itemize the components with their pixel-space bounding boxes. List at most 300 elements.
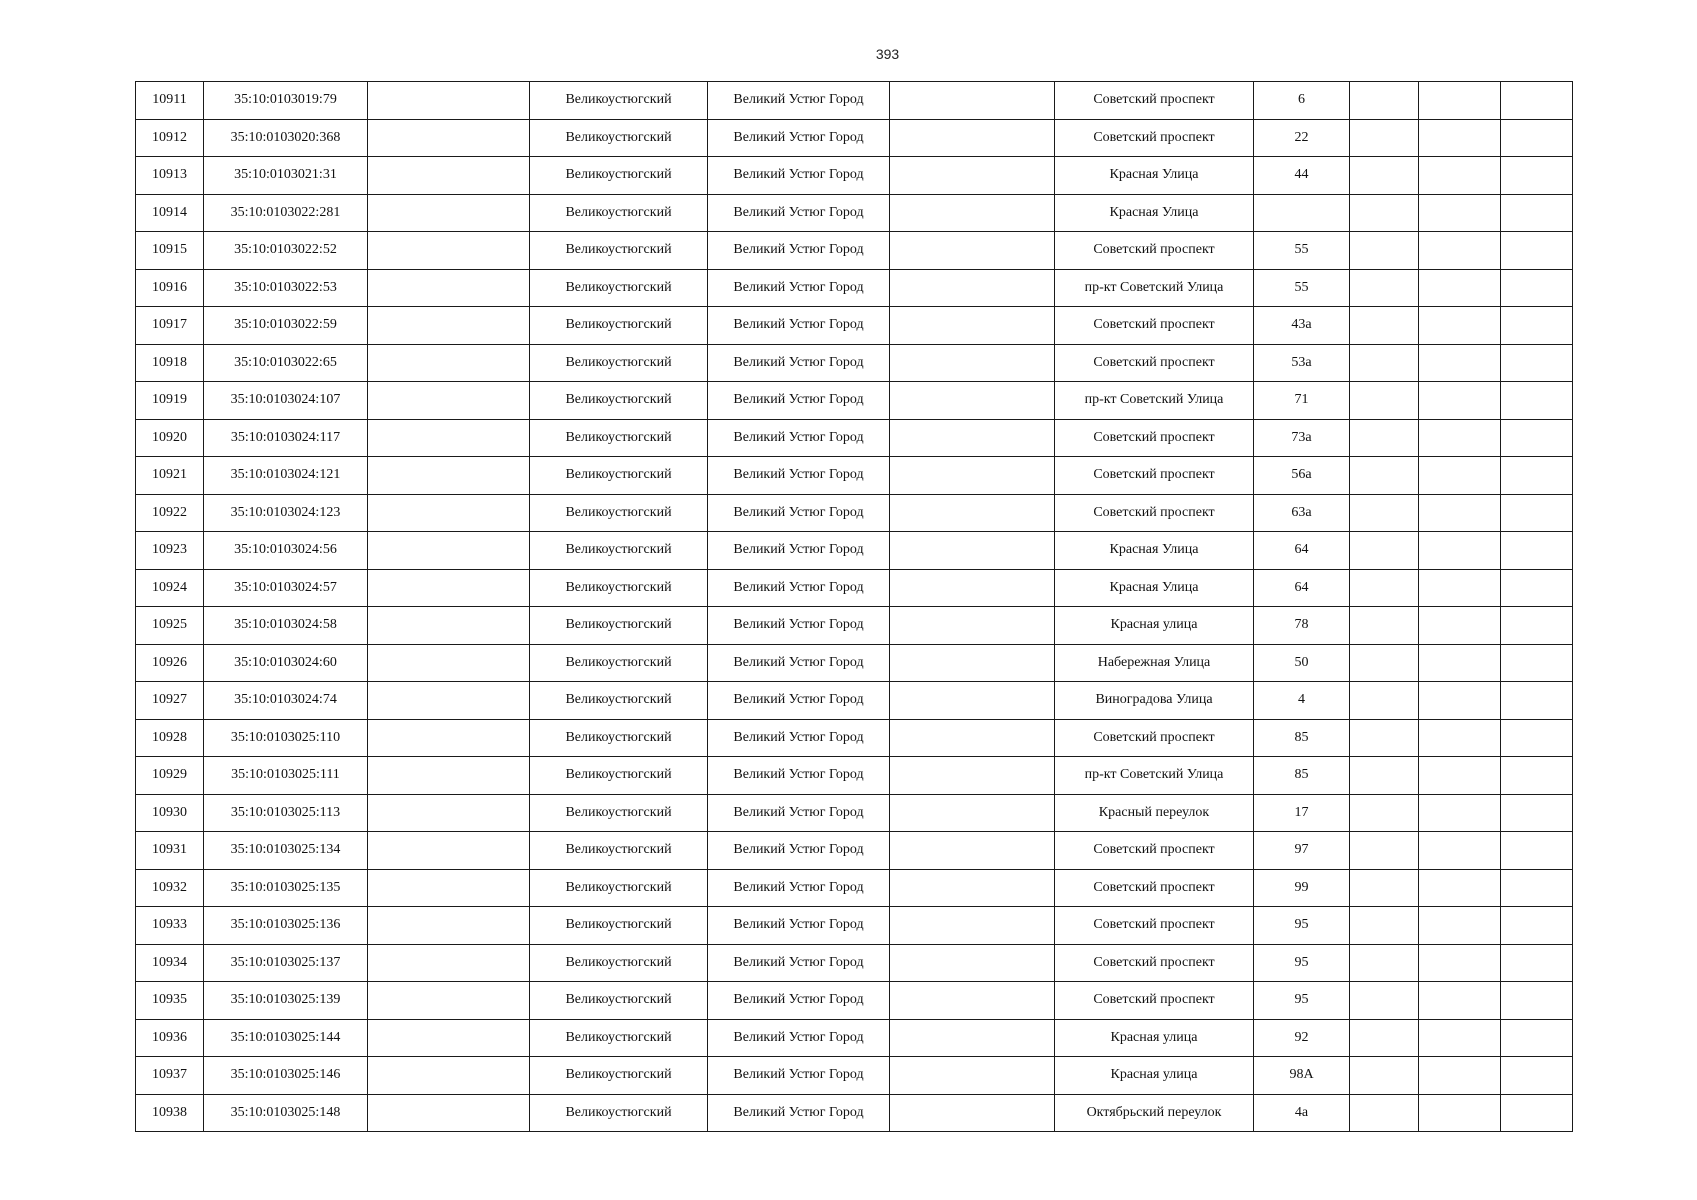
house-number-cell: 85 (1254, 719, 1350, 757)
table-row (136, 682, 1573, 720)
empty-cell (1419, 457, 1501, 495)
table-row (136, 794, 1573, 832)
district-cell: Великоустюгский (530, 1094, 708, 1132)
empty-cell (1501, 644, 1573, 682)
empty-cell (1501, 757, 1573, 795)
empty-cell (1501, 869, 1573, 907)
row-number-cell: 10933 (136, 907, 204, 945)
house-number-cell: 78 (1254, 607, 1350, 645)
cadastral-number-cell: 35:10:0103022:65 (204, 344, 368, 382)
cadastral-number-cell: 35:10:0103024:57 (204, 569, 368, 607)
empty-cell (1419, 644, 1501, 682)
empty-cell (1419, 869, 1501, 907)
street-cell: Красная Улица (1055, 569, 1254, 607)
district-cell: Великоустюгский (530, 907, 708, 945)
settlement-cell: Великий Устюг Город (708, 832, 890, 870)
row-number-cell: 10915 (136, 232, 204, 270)
district-cell: Великоустюгский (530, 119, 708, 157)
empty-cell (1501, 1019, 1573, 1057)
empty-cell (1419, 1019, 1501, 1057)
table-row (136, 457, 1573, 495)
house-number-cell: 50 (1254, 644, 1350, 682)
empty-cell (368, 982, 530, 1020)
empty-cell (1419, 607, 1501, 645)
empty-cell (1501, 944, 1573, 982)
district-cell: Великоустюгский (530, 832, 708, 870)
street-cell: Советский проспект (1055, 832, 1254, 870)
empty-cell (1350, 869, 1419, 907)
house-number-cell: 55 (1254, 269, 1350, 307)
street-cell: Красная улица (1055, 1057, 1254, 1095)
empty-cell (368, 494, 530, 532)
settlement-cell: Великий Устюг Город (708, 194, 890, 232)
cadastral-number-cell: 35:10:0103022:59 (204, 307, 368, 345)
settlement-cell: Великий Устюг Город (708, 307, 890, 345)
street-cell: Красная Улица (1055, 532, 1254, 570)
house-number-cell: 4а (1254, 1094, 1350, 1132)
empty-cell (368, 269, 530, 307)
empty-cell (890, 1094, 1055, 1132)
empty-cell (368, 1094, 530, 1132)
empty-cell (1501, 382, 1573, 420)
cadastral-number-cell: 35:10:0103019:79 (204, 82, 368, 120)
settlement-cell: Великий Устюг Город (708, 532, 890, 570)
empty-cell (368, 907, 530, 945)
row-number-cell: 10916 (136, 269, 204, 307)
settlement-cell: Великий Устюг Город (708, 757, 890, 795)
district-cell: Великоустюгский (530, 944, 708, 982)
empty-cell (368, 157, 530, 195)
cadastral-number-cell: 35:10:0103022:53 (204, 269, 368, 307)
settlement-cell: Великий Устюг Город (708, 419, 890, 457)
street-cell: пр-кт Советский Улица (1055, 757, 1254, 795)
settlement-cell: Великий Устюг Город (708, 944, 890, 982)
cadastral-number-cell: 35:10:0103025:139 (204, 982, 368, 1020)
district-cell: Великоустюгский (530, 569, 708, 607)
settlement-cell: Великий Устюг Город (708, 1019, 890, 1057)
empty-cell (368, 832, 530, 870)
empty-cell (1350, 157, 1419, 195)
table-row (136, 719, 1573, 757)
empty-cell (1501, 269, 1573, 307)
settlement-cell: Великий Устюг Город (708, 157, 890, 195)
cadastral-number-cell: 35:10:0103024:121 (204, 457, 368, 495)
cadastral-number-cell: 35:10:0103024:58 (204, 607, 368, 645)
row-number-cell: 10930 (136, 794, 204, 832)
settlement-cell: Великий Устюг Город (708, 719, 890, 757)
row-number-cell: 10936 (136, 1019, 204, 1057)
row-number-cell: 10919 (136, 382, 204, 420)
empty-cell (1501, 82, 1573, 120)
empty-cell (1419, 119, 1501, 157)
table-row (136, 194, 1573, 232)
district-cell: Великоустюгский (530, 607, 708, 645)
street-cell: Красная Улица (1055, 194, 1254, 232)
empty-cell (1350, 194, 1419, 232)
empty-cell (368, 457, 530, 495)
cadastral-number-cell: 35:10:0103024:107 (204, 382, 368, 420)
street-cell: Советский проспект (1055, 307, 1254, 345)
house-number-cell: 85 (1254, 757, 1350, 795)
empty-cell (1350, 682, 1419, 720)
empty-cell (1350, 832, 1419, 870)
street-cell: Советский проспект (1055, 344, 1254, 382)
settlement-cell: Великий Устюг Город (708, 1094, 890, 1132)
table-row (136, 907, 1573, 945)
district-cell: Великоустюгский (530, 1019, 708, 1057)
empty-cell (890, 119, 1055, 157)
empty-cell (1350, 82, 1419, 120)
empty-cell (1419, 907, 1501, 945)
settlement-cell: Великий Устюг Город (708, 982, 890, 1020)
street-cell: Набережная Улица (1055, 644, 1254, 682)
empty-cell (1350, 982, 1419, 1020)
table-row (136, 944, 1573, 982)
row-number-cell: 10918 (136, 344, 204, 382)
district-cell: Великоустюгский (530, 644, 708, 682)
empty-cell (1350, 344, 1419, 382)
district-cell: Великоустюгский (530, 382, 708, 420)
row-number-cell: 10927 (136, 682, 204, 720)
house-number-cell: 95 (1254, 944, 1350, 982)
empty-cell (890, 682, 1055, 720)
table-row (136, 232, 1573, 270)
street-cell: Советский проспект (1055, 869, 1254, 907)
empty-cell (1350, 457, 1419, 495)
street-cell: Советский проспект (1055, 982, 1254, 1020)
empty-cell (1350, 757, 1419, 795)
empty-cell (368, 82, 530, 120)
table-row (136, 307, 1573, 345)
empty-cell (1501, 682, 1573, 720)
district-cell: Великоустюгский (530, 194, 708, 232)
settlement-cell: Великий Устюг Город (708, 82, 890, 120)
district-cell: Великоустюгский (530, 232, 708, 270)
cadastral-number-cell: 35:10:0103025:135 (204, 869, 368, 907)
table-row (136, 532, 1573, 570)
row-number-cell: 10938 (136, 1094, 204, 1132)
empty-cell (1350, 644, 1419, 682)
empty-cell (890, 982, 1055, 1020)
house-number-cell: 4 (1254, 682, 1350, 720)
cadastral-number-cell: 35:10:0103021:31 (204, 157, 368, 195)
empty-cell (1419, 944, 1501, 982)
empty-cell (1419, 232, 1501, 270)
district-cell: Великоустюгский (530, 532, 708, 570)
settlement-cell: Великий Устюг Город (708, 232, 890, 270)
cadastral-number-cell: 35:10:0103020:368 (204, 119, 368, 157)
table-row (136, 869, 1573, 907)
empty-cell (368, 682, 530, 720)
row-number-cell: 10929 (136, 757, 204, 795)
empty-cell (368, 419, 530, 457)
row-number-cell: 10928 (136, 719, 204, 757)
table-row (136, 569, 1573, 607)
house-number-cell: 64 (1254, 532, 1350, 570)
house-number-cell: 64 (1254, 569, 1350, 607)
row-number-cell: 10911 (136, 82, 204, 120)
page-number: 393 (875, 46, 900, 62)
empty-cell (890, 794, 1055, 832)
cadastral-number-cell: 35:10:0103025:134 (204, 832, 368, 870)
empty-cell (1501, 607, 1573, 645)
cadastral-number-cell: 35:10:0103025:148 (204, 1094, 368, 1132)
empty-cell (890, 869, 1055, 907)
empty-cell (1350, 1019, 1419, 1057)
house-number-cell: 71 (1254, 382, 1350, 420)
settlement-cell: Великий Устюг Город (708, 382, 890, 420)
district-cell: Великоустюгский (530, 794, 708, 832)
house-number-cell: 97 (1254, 832, 1350, 870)
empty-cell (1501, 194, 1573, 232)
row-number-cell: 10923 (136, 532, 204, 570)
empty-cell (1501, 344, 1573, 382)
empty-cell (1350, 1057, 1419, 1095)
street-cell: Виноградова Улица (1055, 682, 1254, 720)
house-number-cell: 98А (1254, 1057, 1350, 1095)
district-cell: Великоустюгский (530, 982, 708, 1020)
house-number-cell: 53а (1254, 344, 1350, 382)
row-number-cell: 10913 (136, 157, 204, 195)
street-cell: Советский проспект (1055, 82, 1254, 120)
empty-cell (1350, 382, 1419, 420)
cadastral-number-cell: 35:10:0103025:136 (204, 907, 368, 945)
cadastral-number-cell: 35:10:0103024:60 (204, 644, 368, 682)
district-cell: Великоустюгский (530, 82, 708, 120)
empty-cell (1419, 307, 1501, 345)
street-cell: Красный переулок (1055, 794, 1254, 832)
empty-cell (890, 1019, 1055, 1057)
empty-cell (1350, 119, 1419, 157)
table-row (136, 1019, 1573, 1057)
house-number-cell: 73а (1254, 419, 1350, 457)
district-cell: Великоустюгский (530, 1057, 708, 1095)
empty-cell (368, 569, 530, 607)
empty-cell (890, 194, 1055, 232)
empty-cell (890, 269, 1055, 307)
table-row (136, 1057, 1573, 1095)
empty-cell (1350, 794, 1419, 832)
empty-cell (368, 1057, 530, 1095)
row-number-cell: 10921 (136, 457, 204, 495)
empty-cell (890, 944, 1055, 982)
settlement-cell: Великий Устюг Город (708, 607, 890, 645)
house-number-cell: 44 (1254, 157, 1350, 195)
table-row (136, 1094, 1573, 1132)
empty-cell (1419, 569, 1501, 607)
empty-cell (890, 344, 1055, 382)
house-number-cell: 6 (1254, 82, 1350, 120)
settlement-cell: Великий Устюг Город (708, 494, 890, 532)
table-row (136, 832, 1573, 870)
empty-cell (1419, 382, 1501, 420)
empty-cell (890, 307, 1055, 345)
settlement-cell: Великий Устюг Город (708, 457, 890, 495)
row-number-cell: 10922 (136, 494, 204, 532)
street-cell: Красная улица (1055, 607, 1254, 645)
cadastral-number-cell: 35:10:0103025:110 (204, 719, 368, 757)
empty-cell (1350, 719, 1419, 757)
table-row (136, 269, 1573, 307)
empty-cell (1501, 494, 1573, 532)
house-number-cell: 63а (1254, 494, 1350, 532)
empty-cell (1419, 1094, 1501, 1132)
cadastral-number-cell: 35:10:0103025:113 (204, 794, 368, 832)
district-cell: Великоустюгский (530, 419, 708, 457)
empty-cell (1501, 569, 1573, 607)
empty-cell (1501, 532, 1573, 570)
street-cell: Советский проспект (1055, 232, 1254, 270)
district-cell: Великоустюгский (530, 757, 708, 795)
empty-cell (1501, 1094, 1573, 1132)
district-cell: Великоустюгский (530, 682, 708, 720)
street-cell: Советский проспект (1055, 907, 1254, 945)
row-number-cell: 10917 (136, 307, 204, 345)
empty-cell (1501, 719, 1573, 757)
empty-cell (1501, 232, 1573, 270)
empty-cell (1419, 982, 1501, 1020)
empty-cell (1350, 532, 1419, 570)
empty-cell (1501, 419, 1573, 457)
registry-table (135, 81, 1573, 1132)
row-number-cell: 10937 (136, 1057, 204, 1095)
street-cell: Красная Улица (1055, 157, 1254, 195)
empty-cell (1419, 494, 1501, 532)
empty-cell (890, 457, 1055, 495)
empty-cell (368, 232, 530, 270)
empty-cell (1419, 532, 1501, 570)
empty-cell (368, 194, 530, 232)
empty-cell (1419, 719, 1501, 757)
empty-cell (368, 307, 530, 345)
empty-cell (890, 607, 1055, 645)
street-cell: пр-кт Советский Улица (1055, 382, 1254, 420)
empty-cell (1350, 944, 1419, 982)
street-cell: пр-кт Советский Улица (1055, 269, 1254, 307)
cadastral-number-cell: 35:10:0103025:144 (204, 1019, 368, 1057)
empty-cell (890, 907, 1055, 945)
empty-cell (1419, 1057, 1501, 1095)
empty-cell (890, 232, 1055, 270)
empty-cell (1501, 832, 1573, 870)
table-row (136, 382, 1573, 420)
empty-cell (890, 719, 1055, 757)
cadastral-number-cell: 35:10:0103025:137 (204, 944, 368, 982)
row-number-cell: 10912 (136, 119, 204, 157)
table-row (136, 757, 1573, 795)
house-number-cell (1254, 194, 1350, 232)
empty-cell (890, 1057, 1055, 1095)
empty-cell (890, 82, 1055, 120)
street-cell: Советский проспект (1055, 457, 1254, 495)
empty-cell (1419, 157, 1501, 195)
cadastral-number-cell: 35:10:0103024:123 (204, 494, 368, 532)
row-number-cell: 10925 (136, 607, 204, 645)
settlement-cell: Великий Устюг Город (708, 644, 890, 682)
empty-cell (1501, 119, 1573, 157)
district-cell: Великоустюгский (530, 719, 708, 757)
row-number-cell: 10926 (136, 644, 204, 682)
empty-cell (368, 119, 530, 157)
empty-cell (1501, 794, 1573, 832)
table-row (136, 644, 1573, 682)
empty-cell (368, 944, 530, 982)
empty-cell (1350, 1094, 1419, 1132)
empty-cell (1419, 757, 1501, 795)
street-cell: Красная улица (1055, 1019, 1254, 1057)
empty-cell (890, 644, 1055, 682)
table-row (136, 157, 1573, 195)
empty-cell (1350, 494, 1419, 532)
street-cell: Советский проспект (1055, 419, 1254, 457)
empty-cell (1350, 307, 1419, 345)
empty-cell (1419, 419, 1501, 457)
empty-cell (1350, 907, 1419, 945)
empty-cell (1419, 194, 1501, 232)
empty-cell (1419, 832, 1501, 870)
district-cell: Великоустюгский (530, 494, 708, 532)
empty-cell (368, 1019, 530, 1057)
cadastral-number-cell: 35:10:0103024:74 (204, 682, 368, 720)
district-cell: Великоустюгский (530, 344, 708, 382)
empty-cell (1501, 157, 1573, 195)
empty-cell (1419, 269, 1501, 307)
row-number-cell: 10914 (136, 194, 204, 232)
settlement-cell: Великий Устюг Город (708, 569, 890, 607)
house-number-cell: 92 (1254, 1019, 1350, 1057)
empty-cell (1501, 982, 1573, 1020)
house-number-cell: 55 (1254, 232, 1350, 270)
street-cell: Октябрьский переулок (1055, 1094, 1254, 1132)
empty-cell (1501, 907, 1573, 945)
settlement-cell: Великий Устюг Город (708, 907, 890, 945)
row-number-cell: 10935 (136, 982, 204, 1020)
table-row (136, 982, 1573, 1020)
empty-cell (368, 757, 530, 795)
house-number-cell: 22 (1254, 119, 1350, 157)
empty-cell (1419, 82, 1501, 120)
street-cell: Советский проспект (1055, 119, 1254, 157)
empty-cell (368, 644, 530, 682)
empty-cell (1350, 269, 1419, 307)
empty-cell (368, 382, 530, 420)
table-row (136, 119, 1573, 157)
empty-cell (890, 382, 1055, 420)
row-number-cell: 10931 (136, 832, 204, 870)
empty-cell (890, 757, 1055, 795)
empty-cell (368, 344, 530, 382)
empty-cell (1501, 457, 1573, 495)
row-number-cell: 10924 (136, 569, 204, 607)
cadastral-number-cell: 35:10:0103025:146 (204, 1057, 368, 1095)
settlement-cell: Великий Устюг Город (708, 119, 890, 157)
street-cell: Советский проспект (1055, 494, 1254, 532)
house-number-cell: 99 (1254, 869, 1350, 907)
empty-cell (890, 569, 1055, 607)
empty-cell (890, 419, 1055, 457)
empty-cell (1501, 307, 1573, 345)
cadastral-number-cell: 35:10:0103024:117 (204, 419, 368, 457)
empty-cell (368, 532, 530, 570)
house-number-cell: 95 (1254, 982, 1350, 1020)
table-row (136, 344, 1573, 382)
empty-cell (890, 532, 1055, 570)
empty-cell (1501, 1057, 1573, 1095)
house-number-cell: 95 (1254, 907, 1350, 945)
row-number-cell: 10932 (136, 869, 204, 907)
district-cell: Великоустюгский (530, 869, 708, 907)
empty-cell (368, 869, 530, 907)
